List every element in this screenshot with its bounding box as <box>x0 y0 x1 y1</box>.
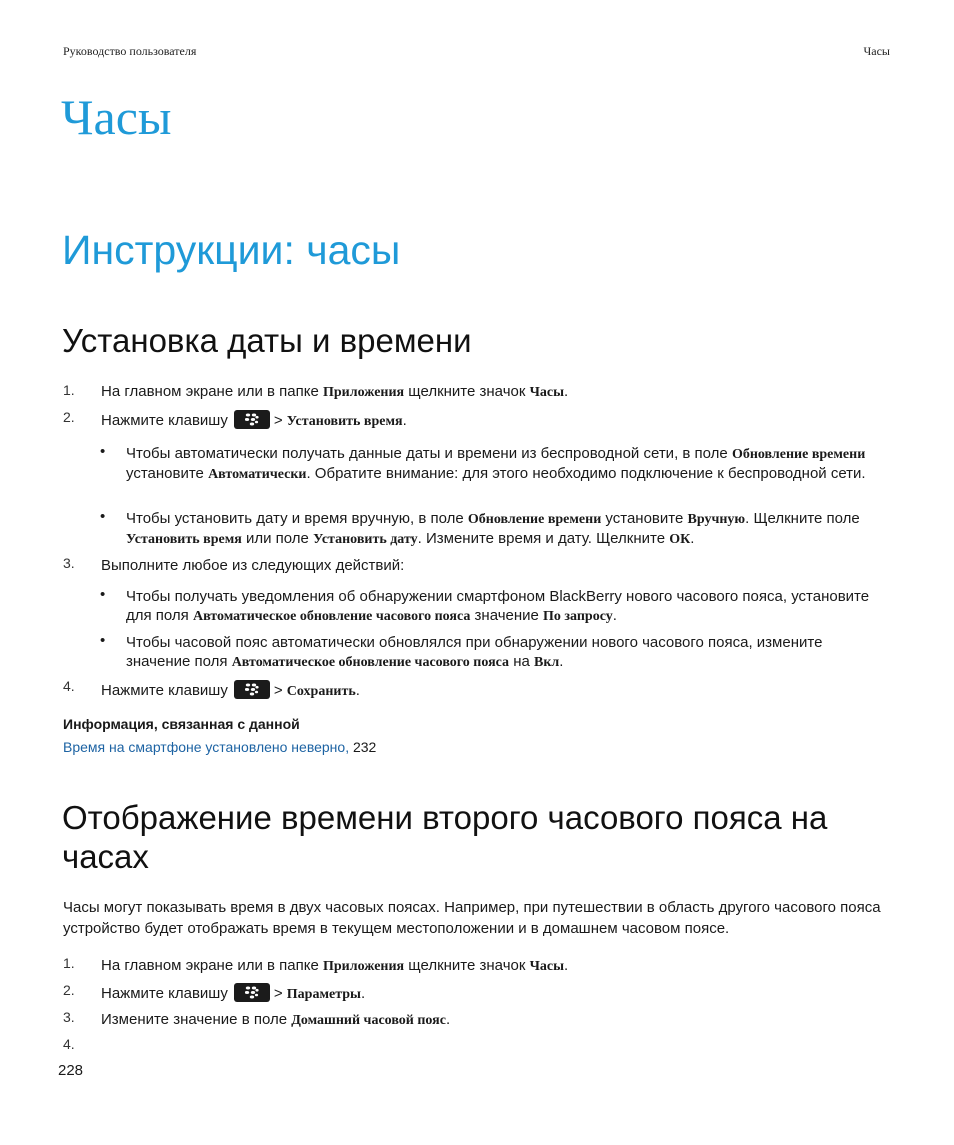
bullet-item <box>126 587 882 626</box>
ui-term: Установить время <box>286 414 403 429</box>
ui-term: Вручную <box>687 512 746 527</box>
brand-name: BlackBerry <box>549 588 622 605</box>
step-number: 1. <box>63 955 75 971</box>
ui-term: По запросу <box>543 609 613 624</box>
step-number: 2. <box>63 982 75 998</box>
section-title: Инструкции: часы <box>62 227 401 273</box>
related-page-number: 232 <box>349 739 377 755</box>
bullet-text: . Обратите внимание: для этого необходимо подключение к беспроводной сети. <box>306 465 866 482</box>
bullet-text: на <box>509 653 535 670</box>
step-number: 1. <box>63 382 75 398</box>
ui-term: Часы <box>529 959 564 974</box>
ui-term: Обновление времени <box>467 512 602 527</box>
bullet-item <box>126 633 882 672</box>
step-1 <box>101 956 891 976</box>
bullet-text: или поле <box>241 530 314 547</box>
step-number: 4. <box>63 1036 75 1052</box>
bullet-text: установите <box>601 510 688 527</box>
bullet-text: . Измените время и дату. Щелкните <box>417 530 670 547</box>
ui-term: Обновление времени <box>731 447 866 462</box>
blackberry-menu-key-icon <box>234 410 270 429</box>
bullet-text: Чтобы получать уведомления об обнаружении смартфоном <box>126 588 550 605</box>
step-4 <box>101 680 891 701</box>
step-number: 3. <box>63 1009 75 1025</box>
step-1 <box>101 382 891 402</box>
bullet-item <box>126 509 882 549</box>
step-text: > <box>273 412 287 429</box>
bullet-text: Чтобы часовой пояс автоматически обновлялся при обнаружении нового часового пояса, измените значение поля <box>126 634 823 670</box>
bullet-text: значение <box>470 607 544 624</box>
second-zone-heading: Отображение времени второго часового пояса на часах <box>62 799 828 875</box>
step-text: . <box>402 412 407 429</box>
ui-term: Приложения <box>323 385 405 400</box>
ui-term: Автоматически <box>208 467 307 482</box>
ui-term: Домашний часовой пояс <box>291 1013 446 1028</box>
bullet-text: нового часового пояса, установите для поля <box>126 588 870 624</box>
step-text: . <box>564 957 569 974</box>
step-text: щелкните значок <box>404 957 530 974</box>
intro-paragraph: Часы могут показывать время в двух часовых поясах. Например, при путешествии в область другого часового пояса устройство будет отображать время в текущем местоположении и в домашнем часовом поясе. <box>63 899 881 937</box>
set-date-time-heading: Установка даты и времени <box>62 322 472 359</box>
ui-term: Приложения <box>323 959 405 974</box>
step-text: щелкните значок <box>404 383 530 400</box>
ui-term: Автоматическое обновление часового пояса <box>192 609 471 624</box>
step-number: 2. <box>63 409 75 425</box>
ui-term: Часы <box>529 385 564 400</box>
chapter-title: Часы <box>61 89 172 145</box>
step-text: . <box>355 682 360 699</box>
bullet-text: . Щелкните поле <box>745 510 860 527</box>
bullet-text: Чтобы автоматически получать данные даты и времени из беспроводной сети, в поле <box>126 445 732 462</box>
step-3: Выполните любое из следующих действий: <box>101 557 405 574</box>
ui-term: Вкл <box>534 655 560 670</box>
ui-term: ОК <box>669 532 691 547</box>
step-text: Нажмите клавишу <box>101 412 228 429</box>
step-2 <box>101 410 891 431</box>
running-header-right: Часы <box>863 44 890 58</box>
bullet-text: . <box>559 653 564 670</box>
step-number: 4. <box>63 678 75 694</box>
related-info <box>63 739 376 755</box>
related-topic-link[interactable]: Время на смартфоне установлено неверно, <box>63 739 350 755</box>
step-text: На главном экране или в папке <box>101 383 323 400</box>
step-text: Нажмите клавишу <box>101 985 228 1002</box>
ui-term: Установить дату <box>313 532 418 547</box>
running-header-left: Руководство пользователя <box>63 44 197 58</box>
step-number: 3. <box>63 555 75 571</box>
blackberry-menu-key-icon <box>234 680 270 699</box>
bullet-icon: • <box>100 508 106 525</box>
step-3 <box>101 1010 891 1030</box>
ui-term: Параметры <box>286 987 361 1002</box>
bullet-icon: • <box>100 443 106 460</box>
step-text: Нажмите клавишу <box>101 682 228 699</box>
step-text: . <box>445 1011 451 1028</box>
step-2 <box>101 983 891 1004</box>
step-text: > <box>273 985 287 1002</box>
bullet-icon: • <box>100 632 106 649</box>
step-text: Измените значение в поле <box>101 1011 292 1028</box>
related-info-title: Информация, связанная с данной <box>63 716 300 732</box>
bullet-text: установите <box>126 465 209 482</box>
ui-term: Сохранить <box>286 684 356 699</box>
bullet-text: Чтобы установить дату и время вручную, в поле <box>126 510 468 527</box>
bullet-text: . <box>612 607 617 624</box>
step-text: . <box>564 383 569 400</box>
step-text: > <box>273 682 287 699</box>
step-text: . <box>360 985 366 1002</box>
bullet-text: . <box>690 530 695 547</box>
bullet-icon: • <box>100 586 106 603</box>
ui-term: Автоматическое обновление часового пояса <box>231 655 510 670</box>
page-number: 228 <box>58 1062 84 1079</box>
blackberry-menu-key-icon <box>234 983 270 1002</box>
bullet-item <box>126 444 882 484</box>
step-text: На главном экране или в папке <box>101 957 323 974</box>
ui-term: Установить время <box>126 532 242 547</box>
